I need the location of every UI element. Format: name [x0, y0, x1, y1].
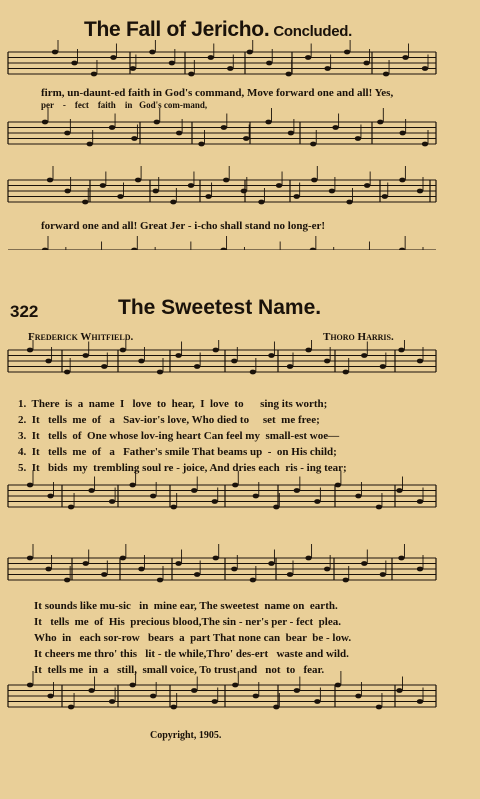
- note-head: [150, 694, 156, 699]
- note-head: [402, 55, 408, 60]
- stanza-line: It tells me in a still, small voice, To trust and not to fear.: [34, 664, 325, 676]
- note-head: [88, 488, 94, 493]
- note-head: [293, 194, 299, 199]
- note-head: [398, 348, 404, 353]
- note-head: [399, 131, 405, 136]
- copyright-notice: Copyright, 1905.: [150, 730, 222, 741]
- note-head: [153, 189, 159, 194]
- note-head: [253, 694, 259, 699]
- note-head: [101, 364, 107, 369]
- note-head: [276, 183, 282, 188]
- note-head: [208, 55, 214, 60]
- note-head: [383, 72, 389, 77]
- note-head: [188, 183, 194, 188]
- note-head: [109, 499, 115, 504]
- note-head: [27, 348, 33, 353]
- note-head: [364, 183, 370, 188]
- note-head: [71, 61, 77, 66]
- note-head: [273, 705, 279, 710]
- note-head: [305, 348, 311, 353]
- note-head: [213, 348, 219, 353]
- note-head: [343, 370, 349, 375]
- note-head: [68, 505, 74, 510]
- note-head: [250, 370, 256, 375]
- note-head: [361, 561, 367, 566]
- note-head: [198, 142, 204, 147]
- note-head: [231, 567, 237, 572]
- note-head: [417, 699, 423, 704]
- note-head: [83, 561, 89, 566]
- hymn1-lyric-line-1: firm, un-daunt-ed faith in God's command, Move forward one and all! Yes,: [41, 87, 394, 99]
- stanza-line: 3. It tells of One whose lov-ing heart Can feel my small-est woe—: [18, 430, 340, 442]
- stanza-line: 1. There is a name I love to hear, I love to sing its worth;: [18, 398, 328, 410]
- note-head: [305, 556, 311, 561]
- note-head: [363, 61, 369, 66]
- note-head: [27, 556, 33, 561]
- note-head: [170, 200, 176, 205]
- note-head: [314, 699, 320, 704]
- note-head: [110, 55, 116, 60]
- stanza-line: 5. It bids my trembling soul re - joice, And dries each ris - ing tear;: [18, 462, 347, 474]
- note-head: [191, 488, 197, 493]
- note-head: [241, 189, 247, 194]
- stanza-line: It cheers me thro' this lit - tle while,Thro' des-ert waste and wild.: [34, 648, 349, 660]
- note-head: [355, 136, 361, 141]
- note-head: [287, 572, 293, 577]
- note-head: [131, 248, 137, 250]
- note-head: [417, 499, 423, 504]
- note-head: [417, 189, 423, 194]
- note-head: [109, 699, 115, 704]
- note-head: [109, 125, 115, 130]
- note-head: [223, 178, 229, 183]
- note-head: [120, 556, 126, 561]
- note-head: [268, 561, 274, 566]
- note-head: [417, 359, 423, 364]
- note-head: [83, 353, 89, 358]
- note-head: [310, 248, 316, 250]
- note-head: [314, 499, 320, 504]
- note-head: [101, 572, 107, 577]
- note-head: [294, 488, 300, 493]
- note-head: [64, 578, 70, 583]
- note-head: [422, 66, 428, 71]
- note-head: [45, 567, 51, 572]
- note-head: [231, 359, 237, 364]
- note-head: [273, 505, 279, 510]
- note-head: [220, 248, 226, 250]
- note-head: [335, 683, 341, 688]
- note-head: [64, 370, 70, 375]
- note-head: [343, 578, 349, 583]
- note-head: [194, 572, 200, 577]
- note-head: [82, 200, 88, 205]
- staff-system-2: [0, 340, 480, 720]
- note-head: [344, 50, 350, 55]
- note-head: [135, 178, 141, 183]
- note-head: [205, 194, 211, 199]
- note-head: [288, 131, 294, 136]
- note-head: [377, 120, 383, 125]
- note-head: [188, 72, 194, 77]
- note-head: [335, 483, 341, 488]
- note-head: [285, 72, 291, 77]
- stanza-line: It sounds like mu-sic in mine ear, The sweetest name on earth.: [34, 600, 338, 612]
- note-head: [324, 359, 330, 364]
- note-head: [68, 705, 74, 710]
- note-head: [329, 189, 335, 194]
- note-head: [332, 125, 338, 130]
- note-head: [120, 348, 126, 353]
- note-head: [380, 364, 386, 369]
- note-head: [64, 189, 70, 194]
- hymn1-title: The Fall of Jericho. Concluded.: [84, 18, 353, 41]
- note-head: [64, 131, 70, 136]
- note-head: [157, 578, 163, 583]
- hymn1-subtitle: Concluded.: [273, 23, 353, 40]
- note-head: [42, 120, 48, 125]
- note-head: [265, 120, 271, 125]
- note-head: [91, 72, 97, 77]
- note-head: [310, 142, 316, 147]
- note-head: [227, 66, 233, 71]
- note-head: [194, 364, 200, 369]
- note-head: [399, 178, 405, 183]
- hymn1-lyric-line-3: forward one and all! Great Jer - i-cho shall stand no long-er!: [41, 220, 326, 232]
- hymn2-number: 322: [10, 302, 39, 321]
- note-head: [361, 353, 367, 358]
- note-head: [169, 61, 175, 66]
- note-head: [355, 494, 361, 499]
- stanza-line: 2. It tells me of a Sav-ior's love, Who died to set me free;: [18, 414, 320, 426]
- note-head: [346, 200, 352, 205]
- note-head: [355, 694, 361, 699]
- stanza-line: It tells me of His precious blood,The sin - ner's per - fect plea.: [34, 616, 341, 628]
- staff-system-1: [0, 40, 480, 250]
- note-head: [175, 353, 181, 358]
- note-head: [305, 55, 311, 60]
- note-head: [232, 483, 238, 488]
- hymn1-lyric-line-2: per - fect faith in God's com-mand,: [41, 100, 208, 110]
- note-head: [417, 567, 423, 572]
- stanza-line: Who in each sor-row bears a part That none can bear be - low.: [34, 632, 352, 644]
- note-head: [212, 699, 218, 704]
- note-head: [380, 572, 386, 577]
- note-head: [247, 50, 253, 55]
- note-head: [258, 200, 264, 205]
- note-head: [396, 488, 402, 493]
- note-head: [47, 494, 53, 499]
- note-head: [191, 688, 197, 693]
- note-head: [87, 142, 93, 147]
- note-head: [175, 561, 181, 566]
- note-head: [324, 66, 330, 71]
- note-head: [154, 120, 160, 125]
- note-head: [399, 248, 405, 250]
- note-head: [376, 505, 382, 510]
- note-head: [324, 567, 330, 572]
- note-head: [88, 688, 94, 693]
- note-head: [129, 483, 135, 488]
- note-head: [287, 364, 293, 369]
- note-head: [268, 353, 274, 358]
- note-head: [27, 483, 33, 488]
- note-head: [131, 136, 137, 141]
- note-head: [422, 142, 428, 147]
- note-head: [176, 131, 182, 136]
- hymn2-author: Frederick Whitfield.: [28, 331, 134, 343]
- stanza-line: 4. It tells me of a Father's smile That beams up - on His child;: [18, 446, 337, 458]
- note-head: [294, 688, 300, 693]
- note-head: [170, 505, 176, 510]
- note-head: [150, 494, 156, 499]
- note-head: [138, 567, 144, 572]
- note-head: [213, 556, 219, 561]
- note-head: [250, 578, 256, 583]
- note-head: [130, 66, 136, 71]
- note-head: [212, 499, 218, 504]
- note-head: [100, 183, 106, 188]
- note-head: [266, 61, 272, 66]
- note-head: [398, 556, 404, 561]
- note-head: [47, 694, 53, 699]
- note-head: [396, 688, 402, 693]
- note-head: [243, 136, 249, 141]
- note-head: [117, 194, 123, 199]
- note-head: [232, 683, 238, 688]
- note-head: [27, 683, 33, 688]
- note-head: [170, 705, 176, 710]
- note-head: [129, 683, 135, 688]
- hymn2-composer: Thoro Harris.: [323, 331, 394, 343]
- note-head: [382, 194, 388, 199]
- note-head: [52, 50, 58, 55]
- note-head: [138, 359, 144, 364]
- note-head: [45, 359, 51, 364]
- note-head: [42, 248, 48, 250]
- note-head: [221, 125, 227, 130]
- note-head: [376, 705, 382, 710]
- note-head: [157, 370, 163, 375]
- note-head: [47, 178, 53, 183]
- note-head: [311, 178, 317, 183]
- note-head: [253, 494, 259, 499]
- note-head: [149, 50, 155, 55]
- hymn2-title: The Sweetest Name.: [118, 296, 322, 319]
